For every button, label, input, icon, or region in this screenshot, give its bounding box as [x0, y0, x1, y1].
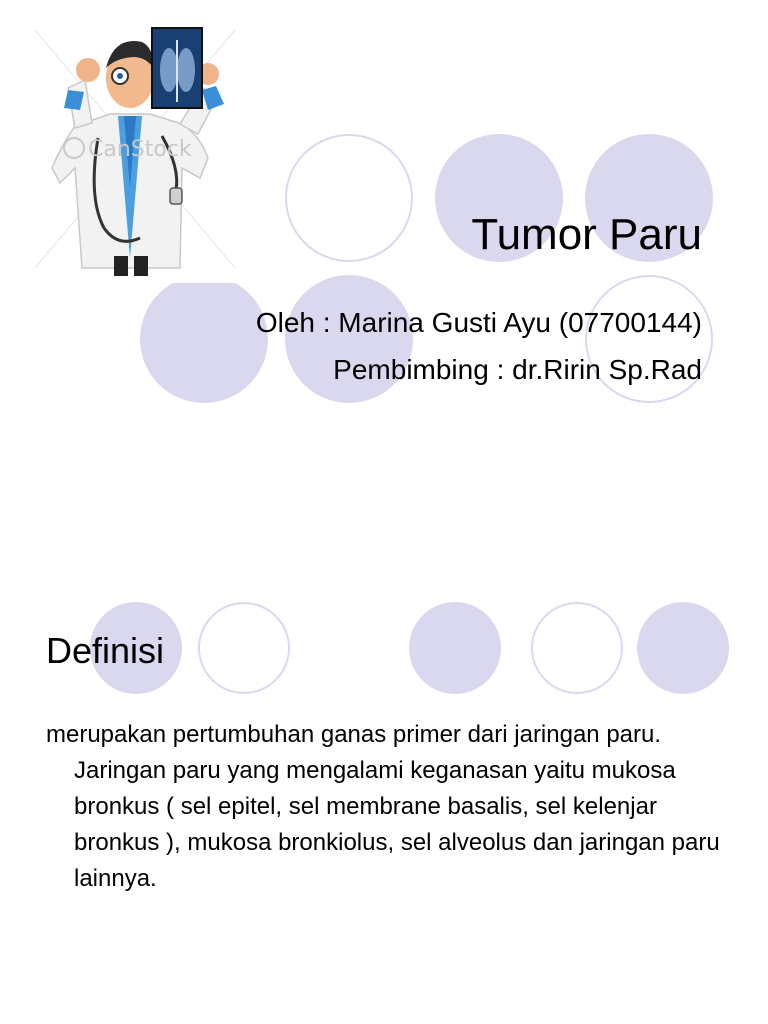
decor-circle-filled-3: [140, 275, 268, 403]
decor-circle-outline-1: [285, 134, 413, 262]
definition-body: [46, 717, 736, 897]
doctor-xray-icon: [30, 18, 240, 283]
decor-circle-outline-3: [198, 602, 290, 694]
slide-title: Tumor Paru: [471, 210, 702, 259]
doctor-xray-image: [30, 18, 240, 283]
author-line: Oleh : Marina Gusti Ayu (07700144): [255, 307, 702, 338]
decor-circle-filled-7: [637, 602, 729, 694]
supervisor-line: Pembimbing : dr.Ririn Sp.Rad: [333, 354, 702, 385]
definition-slide: [0, 512, 768, 1024]
section-heading: Definisi: [46, 630, 165, 671]
watermark-text: CanStock: [88, 137, 192, 162]
definition-paragraph: merupakan pertumbuhan ganas primer dari jaringan paru. Jaringan paru yang mengalami keganasan yaitu mukosa bronkus ( sel epitel, sel membrane basalis, sel kelenjar bronkus ), mukosa bronkiolus, sel alveolus dan jaringan paru lainnya.: [46, 721, 720, 892]
decor-circle-outline-4: [531, 602, 623, 694]
decor-circle-filled-6: [409, 602, 501, 694]
